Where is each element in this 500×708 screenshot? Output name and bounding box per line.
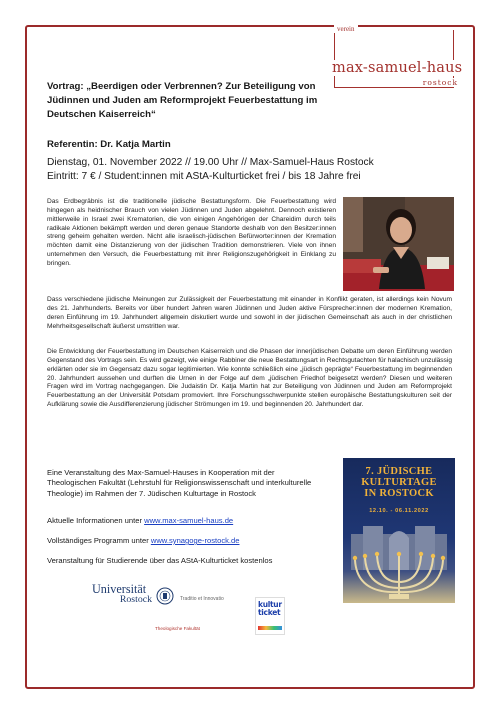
kultur-word: kultur — [258, 600, 282, 609]
program-label: Vollständiges Programm unter — [47, 536, 151, 545]
uni-city: Rostock — [119, 594, 152, 605]
kulturticket-logo — [255, 597, 285, 635]
poster-title — [343, 466, 455, 499]
event-admission: Eintritt: 7 € / Student:innen mit AStA-Kulturticket frei / bis 18 Jahre frei — [47, 171, 361, 182]
poster-dates: 12.10. - 06.11.2022 — [369, 508, 429, 514]
universitaet-rostock-logo — [92, 583, 152, 605]
logo-name: max-samuel-haus — [332, 60, 463, 76]
uni-name: Universität — [92, 582, 147, 596]
paragraph-3: Die Entwicklung der Feuerbestattung im Deutschen Kaiserreich und die Phasen der innerjüdischen Debatte um deren Einführung werden Gegenstand des Vortrags sein. Es wird gezeigt, wie einige Rabbiner die neue Bestattungsart in Rechtsgutachten für halachisch unzulässig erklärten oder sie im Gegensatz dazu sogar legitimierten. Wie konnte schließlich eine „jüdisch geprägte“ Feuerbestattung im beginnenden 20. Jahrhundert aussehen und durften die Urnen in der Folge auf dem „jüdischen Friedhof beigesetzt werden? Diesen und weiteren Fragen wird im Vortrag nachgegangen. Die Judaistin Dr. Katja Martin hat zur Beteiligung von Jüdinnen und Juden am Reformprojekt Feuerbestattung an der Universität Potsdam promoviert. Ihre Forschungsschwerpunkte stellen europäische Bestattungskulturen seit der Aufklärung sowie die Ausdifferenzierung jüdischer Strömungen im 19. und beginnenden 20. Jahrhundert dar. — [47, 348, 452, 409]
faculty-name: Theologische Fakultät — [155, 626, 200, 631]
speaker-photo — [343, 197, 454, 291]
event-title: Vortrag: „Beerdigen oder Verbrennen? Zur Beteiligung von Jüdinnen und Juden am Reformprojekt Feuerbestattung im Deutschen Kaiserreich“ — [47, 81, 318, 120]
seal-motto: Traditio et Innovatio — [180, 596, 224, 602]
logo-city: rostock — [422, 78, 458, 87]
students-note: Veranstaltung für Studierende über das AStA-Kulturticket kostenlos — [47, 556, 273, 565]
kulturtage-poster — [343, 458, 455, 603]
current-info-line — [47, 516, 233, 526]
paragraph-1: Das Erdbegräbnis ist die traditionelle jüdische Bestattungsform. Die Feuerbestattung wird hingegen als heidnischer Brauch von vielen Jüdinnen und Juden abgelehnt. Dennoch existieren mittlerweile in Israel zwei Krematorien, die von einigen Angehörigen der Chareidim durch teils radikale Aktionen bekämpft werden und deren genaue Standorte deshalb von den Besitzer:innen streng geheim gehalten werden. Nicht alle israelisch-jüdischen Befürworter:innen der Kremation möchten damit eine Distanzierung von der jüdischen Tradition demonstrieren. Viele von ihnen unternehmen den Versuch, die Feuerbestattung mit ihrer Religionszugehörigkeit in Einklang zu bringen. — [47, 198, 336, 267]
ticket-word: ticket — [258, 608, 281, 617]
max-samuel-haus-link[interactable]: www.max-samuel-haus.de — [144, 516, 234, 525]
synagoge-rostock-link[interactable]: www.synagoge-rostock.de — [150, 536, 240, 545]
kulturticket-color-bar — [258, 626, 282, 630]
university-seal-icon — [156, 587, 174, 605]
event-date: Dienstag, 01. November 2022 // 19.00 Uhr // Max-Samuel-Haus Rostock — [47, 157, 374, 168]
event-details — [47, 156, 407, 184]
program-line — [47, 536, 239, 546]
event-speaker: Referentin: Dr. Katja Martin — [47, 139, 171, 150]
paragraph-2: Dass verschiedene jüdische Meinungen zur Zulässigkeit der Feuerbestattung mit einander in Konflikt geraten, ist allerdings kein Novum des 21. Jahrhunderts. Bereits vor über hundert Jahren waren Jüdinnen und Juden aktive Fürsprecher:innen der modernen Kremation, deren Einführung im 19. Jahrhundert allgemein diskutiert wurde und sowohl in der jüdischen Gemeinschaft als auch in der christlichen Mehrheitsgesellschaft äußerst umstritten war. — [47, 296, 452, 330]
poster-title-line-2: KULTURTAGE — [361, 477, 437, 488]
current-info-label: Aktuelle Informationen unter — [47, 516, 145, 525]
max-samuel-haus-logo — [324, 26, 464, 92]
cooperation-note: Eine Veranstaltung des Max-Samuel-Hauses in Kooperation mit der Theologischen Fakultät (Lehrstuhl für Religionswissenschaft und interkulturelle Theologie) im Rahmen der 7. Jüdischen Kulturtage in Rostock — [47, 468, 312, 498]
poster-title-line-3: IN ROSTOCK — [364, 488, 434, 499]
menorah-illustration — [343, 516, 455, 603]
logo-verein: verein — [334, 25, 358, 33]
poster-title-line-1: 7. JÜDISCHE — [365, 466, 433, 477]
kulturticket-text — [258, 601, 282, 617]
